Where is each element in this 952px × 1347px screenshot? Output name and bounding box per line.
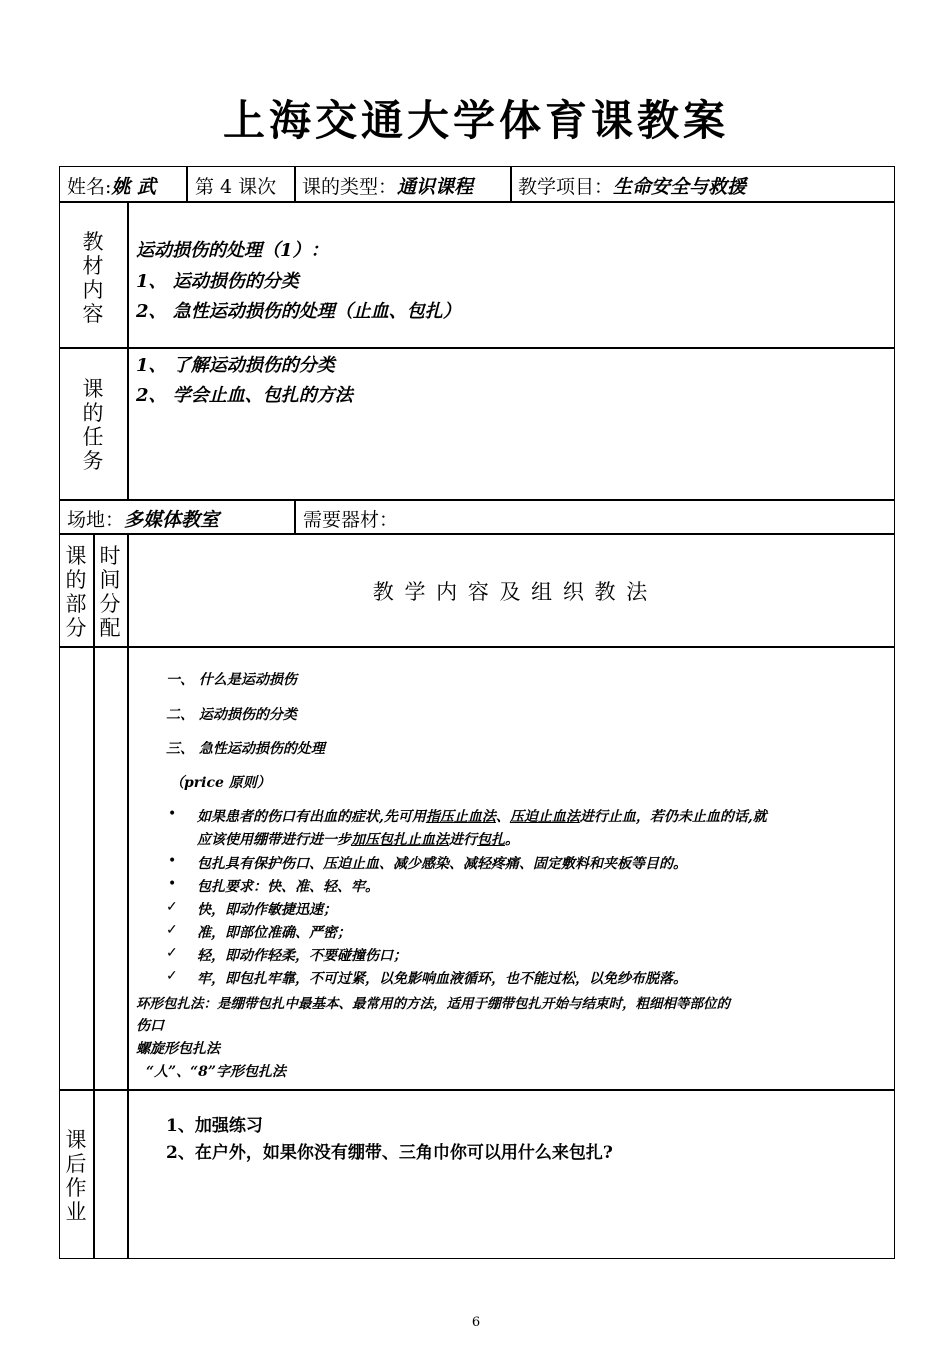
content-heading: 一、 什么是运动损伤 [166, 672, 297, 688]
task-line: 1、 了解运动损伤的分类 [136, 355, 335, 376]
project-label: 教学项目： [518, 176, 614, 198]
homework-line: 1、加强练习 [166, 1116, 263, 1136]
venue-value: 多媒体教室 [124, 509, 220, 531]
homework-label: 课后作业 [65, 1128, 87, 1224]
page-title: 上海交通大学体育课教案 [222, 96, 729, 145]
content-title: 教 学 内 容 及 组 织 教 法 [372, 580, 650, 604]
venue-field [67, 505, 219, 532]
name-field [67, 172, 156, 199]
check-icon: ✓ [166, 945, 178, 961]
check-item: 牢，即包扎牢靠，不可过紧，以免影响血液循环，也不能过松，以免纱布脱落。 [197, 971, 687, 987]
venue-label: 场地： [67, 509, 125, 531]
teacher-name: 姚 武 [111, 176, 157, 198]
bullet-icon: • [168, 806, 177, 822]
check-item: 快，即动作敏捷迅速； [197, 902, 337, 918]
bullet-icon: • [168, 876, 177, 892]
materials-line: 运动损伤的处理（1）： [136, 240, 329, 261]
content-heading: 二、 运动损伤的分类 [166, 707, 297, 723]
task-line: 2、 学会止血、包扎的方法 [136, 385, 353, 406]
session-number: 第 4 课次 [195, 176, 277, 198]
list-item: 包扎具有保护伤口、压迫止血、减少感染、减轻疼痛、固定敷料和夹板等目的。 [197, 856, 687, 872]
ring-bandage-text: 伤口 [136, 1018, 164, 1034]
homework-line: 2、在户外，如果你没有绷带、三角巾你可以用什么来包扎? [166, 1143, 613, 1163]
check-icon: ✓ [166, 922, 178, 938]
part-label: 课的部分 [65, 544, 87, 640]
materials-line: 2、 急性运动损伤的处理（止血、包扎） [136, 301, 461, 322]
name-label: 姓名: [67, 176, 112, 198]
content-heading: 三、 急性运动损伤的处理 [166, 741, 325, 757]
tasks-label: 课的任务 [82, 377, 104, 473]
check-item: 准，即部位准确、严密； [197, 925, 351, 941]
course-type-label: 课的类型： [302, 176, 398, 198]
materials-line: 1、 运动损伤的分类 [136, 271, 299, 292]
course-type [302, 172, 473, 199]
list-item: 包扎要求：快、准、轻、牢。 [197, 879, 379, 895]
time-label: 时间分配 [99, 544, 121, 640]
materials-label: 教材内容 [82, 230, 104, 326]
list-item: 如果患者的伤口有出血的症状,先可用指压止血法、压迫止血法进行止血，若仍未止血的话,就 [197, 809, 767, 825]
check-icon: ✓ [166, 968, 178, 984]
ring-bandage-text: 环形包扎法：是绷带包扎中最基本、最常用的方法，适用于绷带包扎开始与结束时，粗细相等部位的 [136, 996, 730, 1012]
teaching-project [518, 172, 746, 199]
spiral-bandage-text: 螺旋形包扎法 [136, 1041, 220, 1057]
figure-eight-bandage-text: “人”、“8”字形包扎法 [146, 1064, 286, 1080]
bullet-icon: • [168, 853, 177, 869]
check-item: 轻，即动作轻柔，不要碰撞伤口； [197, 948, 407, 964]
project-value: 生命安全与救援 [613, 176, 747, 198]
check-icon: ✓ [166, 899, 178, 915]
page-number: 6 [471, 1315, 481, 1330]
list-item: 应该使用绷带进行进一步加压包扎止血法进行包扎。 [197, 832, 519, 848]
course-type-value: 通识课程 [397, 176, 474, 198]
equipment-label: 需要器材： [303, 509, 399, 531]
price-principle: （price 原则） [170, 775, 271, 791]
